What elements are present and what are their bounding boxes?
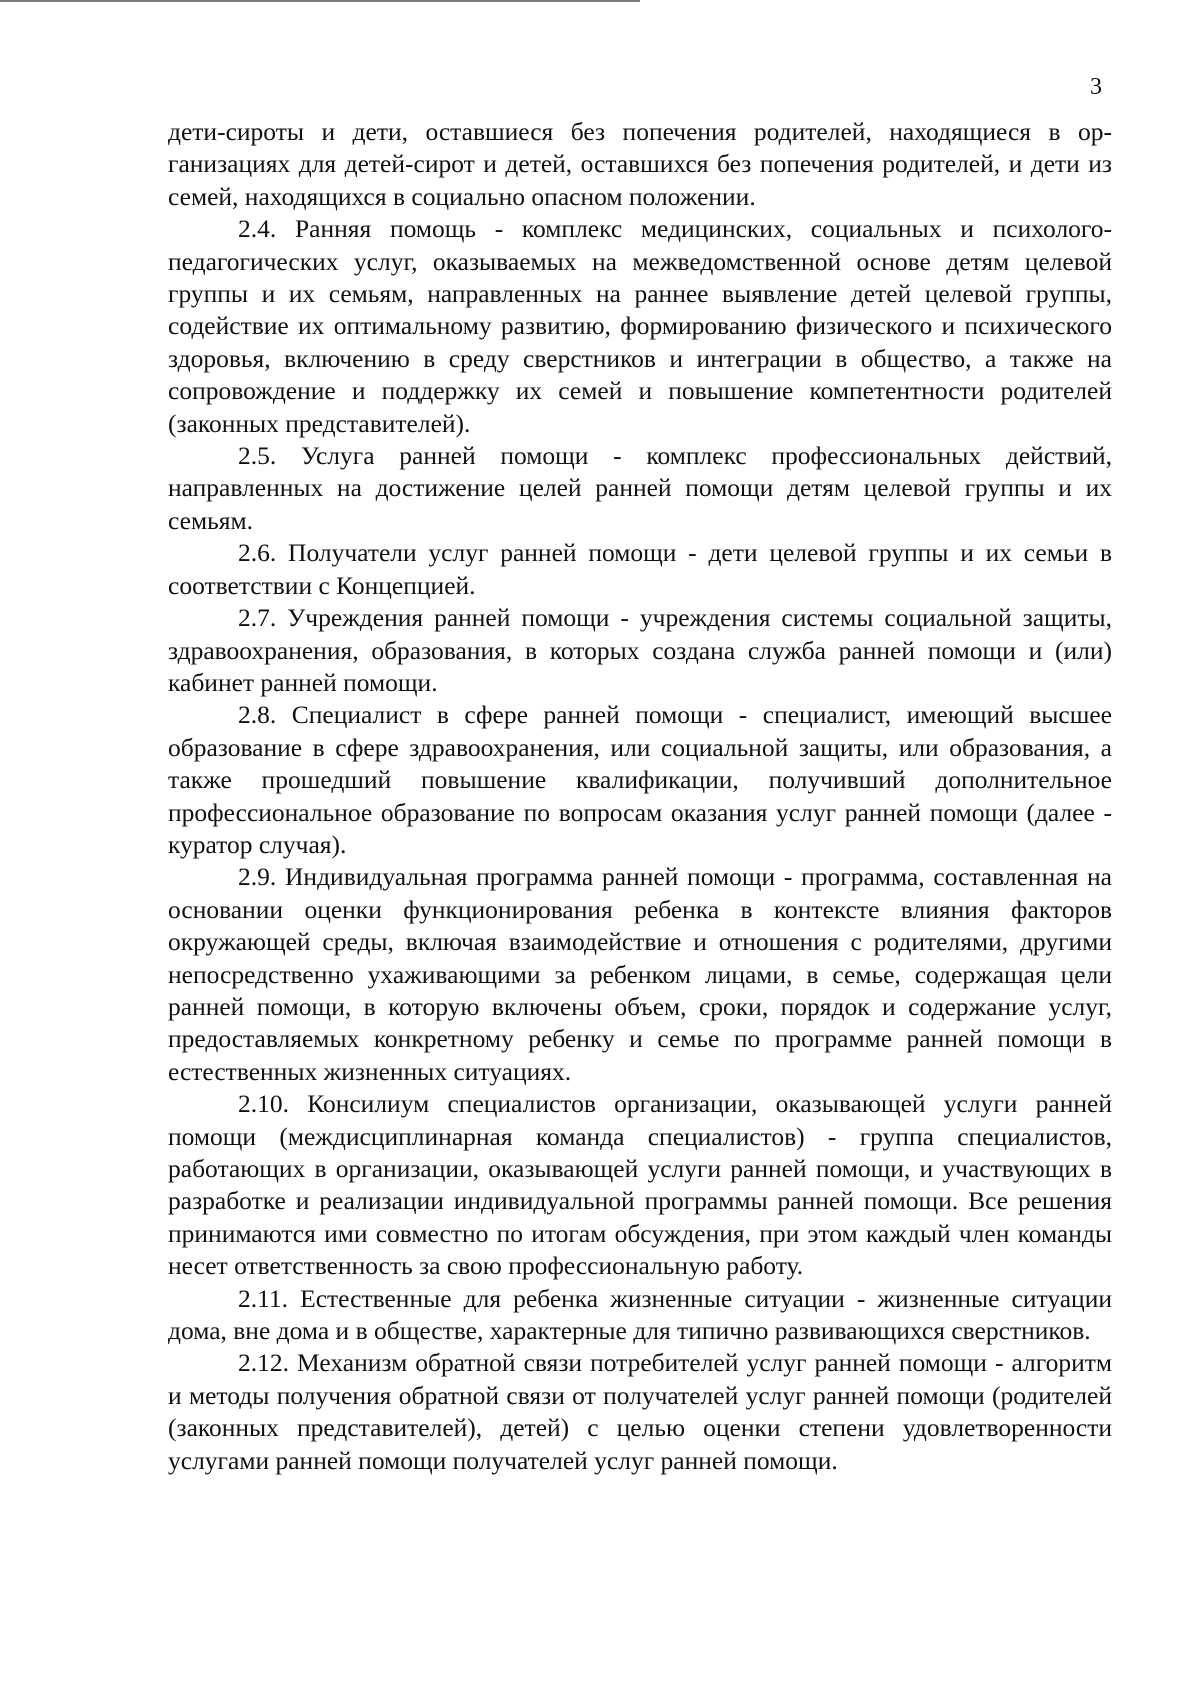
- paragraph-2-11: 2.11. Естественные для ребенка жизненные ситуации - жизненные ситуации дома, вне дома и в обществе, характерные для типично развивающихся сверстников.: [168, 1283, 1112, 1346]
- paragraph-2-12: 2.12. Механизм обратной связи потребителей услуг ранней помощи - алгоритм и методы получения обратной связи от получателей услуг ранней помощи (родителей (законных представителей), детей) с целью оценки степени удовлетворенности услугами ранней помощи получателей услуг ранней помощи.: [168, 1348, 1112, 1475]
- paragraph-2-9: 2.9. Индивидуальная программа ранней помощи - программа, составленная на основании оценки функционирования ребенка в контексте влияния факторов окружающей среды, включая взаимодействие и отношения с родителями, другими непосредственно ухаживающими за ребенком лицами, в семье, содержащая цели ранней помощи, в которую включены объем, сроки, порядок и содержание услуг, предоставляемых конкретному ребенку и семье по программе ранней помощи в естественных жизненных ситуациях.: [168, 862, 1112, 1086]
- document-body: [168, 116, 1112, 1477]
- page-number: 3: [1090, 74, 1102, 100]
- paragraph-2-8: 2.8. Специалист в сфере ранней помощи - специалист, имеющий высшее образование в сфере здравоохранения, или социальной защиты, или образования, а также прошедший повышение квалификации, получивший дополнительное профессиональное образование по вопросам оказания услуг ранней помощи (далее - куратор случая).: [168, 700, 1112, 859]
- scan-edge-line: [0, 0, 640, 2]
- paragraph-continuation: дети-сироты и дети, оставшиеся без попечения родителей, находящиеся в организациях для детей-сирот и детей, оставшихся без попечения родителей, и дети из семей, находящихся в социально опасном положении.: [168, 117, 1112, 211]
- paragraph-2-10: 2.10. Консилиум специалистов организации, оказывающей услуги ранней помощи (междисциплинарная команда специалистов) - группа специалистов, работающих в организации, оказывающей услуги ранней помощи, и участвующих в разработке и реализации индивидуальной программы ранней помощи. Все решения принимаются ими совместно по итогам обсуждения, при этом каждый член команды несет ответственность за свою профессиональную работу.: [168, 1089, 1112, 1281]
- paragraph-2-7: 2.7. Учреждения ранней помощи - учреждения системы социальной защиты, здравоохранения, образования, в которых создана служба ранней помощи и (или) кабинет ранней помощи.: [168, 603, 1112, 697]
- paragraph-2-5: 2.5. Услуга ранней помощи - комплекс профессиональных действий, направленных на достижение целей ранней помощи детям целевой группы и их семьям.: [168, 441, 1112, 535]
- paragraph-2-6: 2.6. Получатели услуг ранней помощи - дети целевой группы и их семьи в соответствии с Концепцией.: [168, 538, 1112, 600]
- paragraph-2-4: 2.4. Ранняя помощь - комплекс медицинских, социальных и психолого-педагогических услуг, оказываемых на межведомственной основе детям целевой группы и их семьям, направленных на раннее выявление детей целевой группы, содействие их оптимальному развитию, формированию физического и психического здоровья, включению в среду сверстников и интеграции в общество, а также на сопровождение и поддержку их семей и повышение компетентности родителей (законных представителей).: [168, 214, 1112, 438]
